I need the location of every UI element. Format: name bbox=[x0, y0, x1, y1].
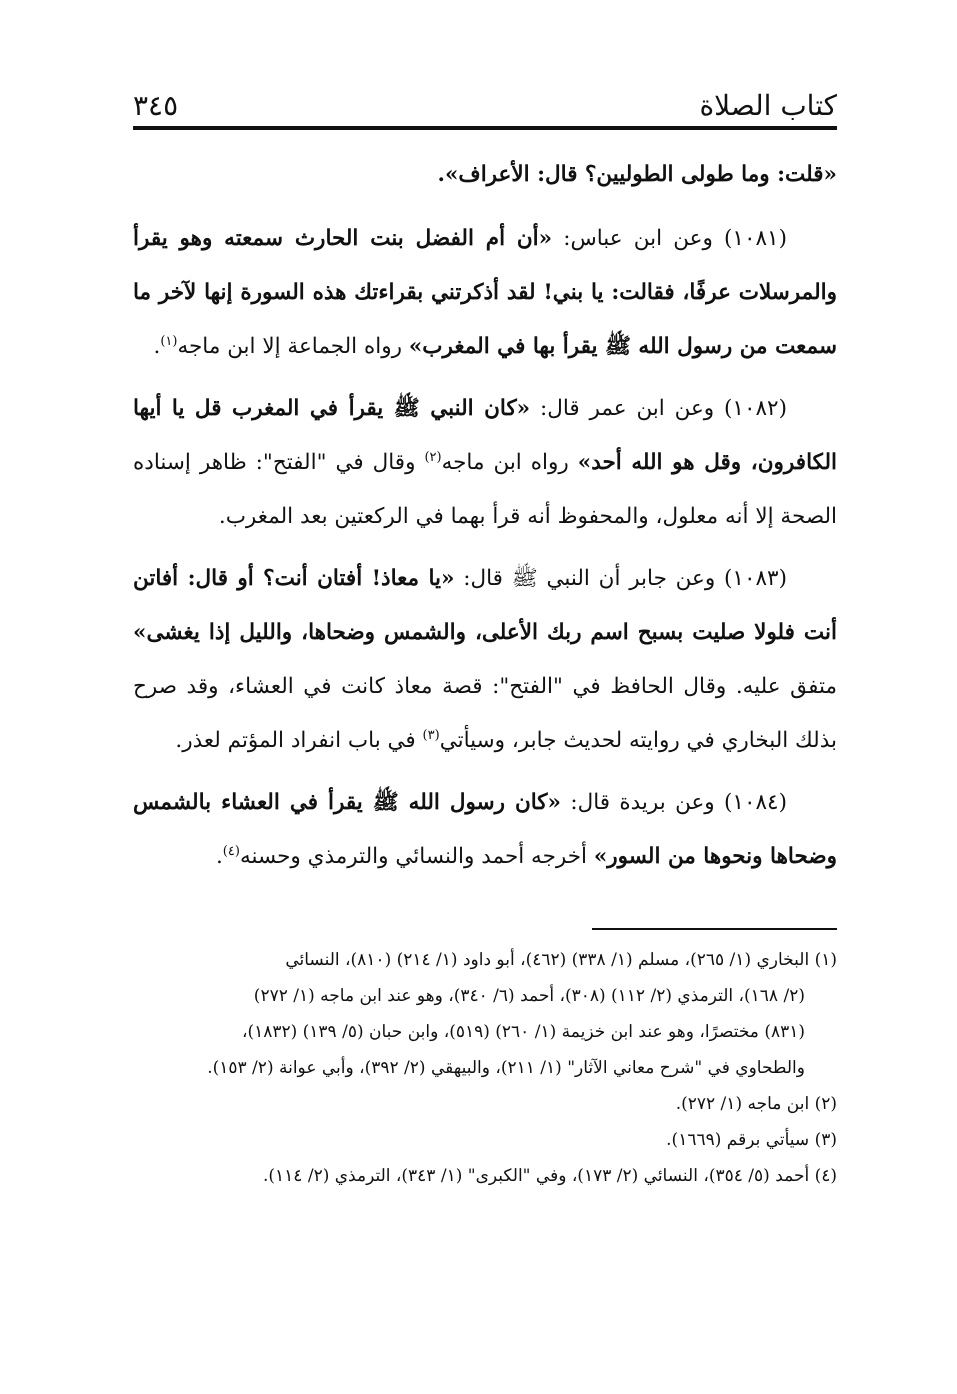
hadith-quote: «كان النبي ﷺ يقرأ في المغرب قل يا أيها الكافرون، وقل هو الله أحد» bbox=[133, 396, 838, 475]
footnote-ref[interactable]: (١) bbox=[160, 333, 178, 349]
hadith-tail: . bbox=[153, 334, 161, 359]
footnote-ref[interactable]: (٣) bbox=[422, 727, 440, 743]
footnote-1-line-1: (١) البخاري (١/ ٢٦٥)، مسلم (١/ ٣٣٨) (٤٦٢)، أبو داود (١/ ٢١٤) (٨١٠)، النسائي bbox=[285, 950, 837, 970]
header-rule bbox=[133, 126, 837, 130]
hadith-quote: «قلت: وما طولى الطوليين؟ قال: الأعراف». bbox=[437, 162, 837, 187]
footnote-ref[interactable]: (٤) bbox=[222, 843, 240, 859]
page-header bbox=[133, 78, 837, 126]
footnote-1-line-4: والطحاوي في "شرح معاني الآثار" (١/ ٢١١)، والبيهقي (٢/ ٣٩٢)، وأبي عوانة (٢/ ١٥٣). bbox=[207, 1058, 805, 1078]
main-text bbox=[133, 148, 837, 892]
footnote-separator bbox=[592, 928, 837, 930]
hadith-intro: (١٠٨٤) وعن بريدة قال: bbox=[560, 790, 787, 815]
paragraph-continuation bbox=[133, 148, 837, 202]
hadith-source: أخرجه أحمد والنسائي والترمذي وحسنه bbox=[239, 844, 594, 869]
footnote-2: (٢) ابن ماجه (١/ ٢٧٢). bbox=[675, 1094, 837, 1114]
page-number: ٣٤٥ bbox=[133, 89, 179, 122]
hadith-tail: . bbox=[215, 844, 223, 869]
footnote-1-line-2: (٢/ ١٦٨)، الترمذي (٢/ ١١٢) (٣٠٨)، أحمد (٦/ ٣٤٠)، وهو عند ابن ماجه (١/ ٢٧٢) bbox=[253, 986, 805, 1006]
footnote-4: (٤) أحمد (٥/ ٣٥٤)، النسائي (٢/ ١٧٣)، وفي "الكبرى" (١/ ٣٤٣)، الترمذي (٢/ ١١٤). bbox=[262, 1166, 837, 1186]
hadith-intro: (١٠٨٣) وعن جابر أن النبي ﷺ قال: bbox=[454, 566, 787, 591]
hadith-1081 bbox=[133, 212, 837, 374]
hadith-source: متفق عليه. وقال الحافظ في "الفتح": قصة معاذ كانت في العشاء، وقد صرح بذلك البخاري في روايته لحديث جابر، وسيأتي bbox=[133, 674, 837, 753]
hadith-intro: (١٠٨٢) وعن ابن عمر قال: bbox=[530, 396, 787, 421]
book-title: كتاب الصلاة bbox=[699, 89, 837, 122]
hadith-1083 bbox=[133, 552, 837, 768]
footnote-ref[interactable]: (٢) bbox=[424, 449, 442, 465]
hadith-quote: «كان رسول الله ﷺ يقرأ في العشاء بالشمس وضحاها ونحوها من السور» bbox=[133, 790, 837, 869]
footnote-1-line-3: (٨٣١) مختصرًا، وهو عند ابن خزيمة (١/ ٢٦٠) (٥١٩)، وابن حبان (٥/ ١٣٩) (١٨٣٢)، bbox=[241, 1022, 805, 1042]
hadith-quote: «يا معاذ! أفتان أنت؟ أو قال: أفاتن أنت فلولا صليت بسبح اسم ربك الأعلى، والشمس وضحاها، والليل إذا يغشى» bbox=[133, 566, 837, 645]
hadith-source: رواه الجماعة إلا ابن ماجه bbox=[177, 334, 409, 359]
hadith-tail: وقال في "الفتح": ظاهر إسناده الصحة إلا أنه معلول، والمحفوظ أنه قرأ بهما في الركعتين بعد المغرب. bbox=[133, 450, 837, 529]
footnote-3: (٣) سيأتي برقم (١٦٦٩). bbox=[666, 1130, 837, 1150]
hadith-source: رواه ابن ماجه bbox=[441, 450, 578, 475]
hadith-tail: في باب انفراد المؤتم لعذر. bbox=[175, 728, 423, 753]
hadith-1084 bbox=[133, 776, 837, 884]
hadith-1082 bbox=[133, 382, 837, 544]
hadith-intro: (١٠٨١) وعن ابن عباس: bbox=[552, 226, 787, 251]
hadith-quote: «أن أم الفضل بنت الحارث سمعته وهو يقرأ والمرسلات عرفًا، فقالت: يا بني! لقد أذكرتني بقراءتك هذه السورة إنها لآخر ما سمعت من رسول الله ﷺ يقرأ بها في المغرب» bbox=[133, 226, 837, 359]
footnotes bbox=[133, 942, 837, 1194]
